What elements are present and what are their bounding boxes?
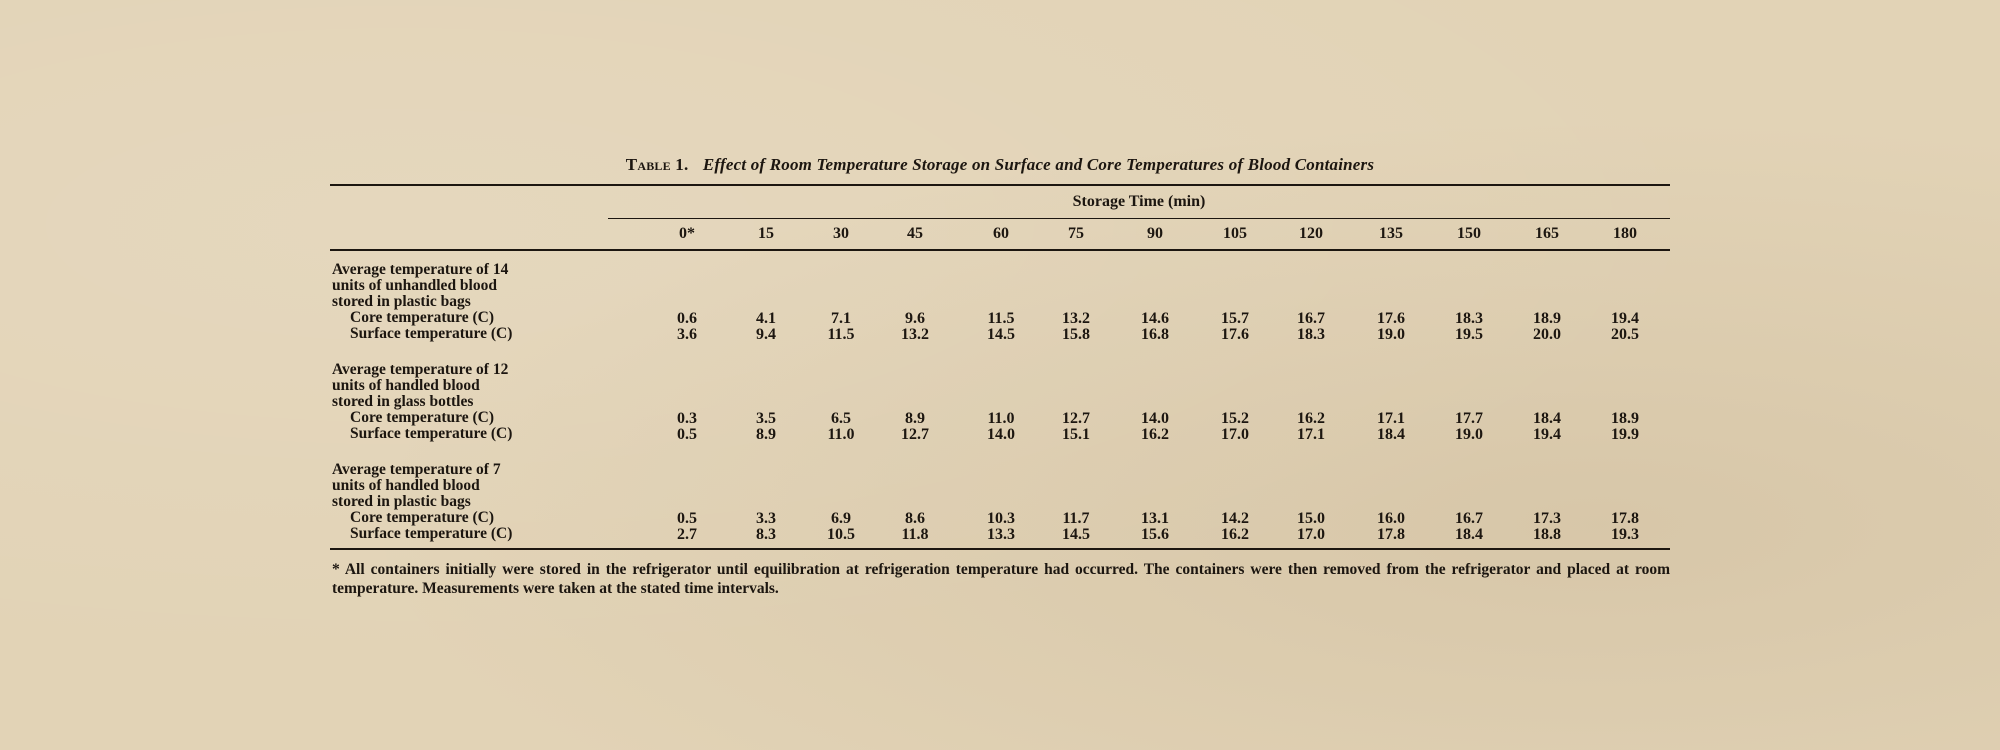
group-heading-line: stored in plastic bags [332, 293, 471, 310]
table-cell: 17.1 [1377, 410, 1405, 427]
table-cell: 0.6 [677, 310, 697, 327]
table-cell: 20.5 [1611, 326, 1639, 343]
spanner-rule [608, 218, 1670, 219]
table-cell: 14.5 [1062, 526, 1090, 543]
table-cell: 14.5 [987, 326, 1015, 343]
table-cell: 3.6 [677, 326, 697, 343]
table-cell: 16.0 [1377, 510, 1405, 527]
table-cell: 19.9 [1611, 426, 1639, 443]
table-cell: 8.9 [756, 426, 776, 443]
column-header: 105 [1223, 225, 1247, 242]
table-cell: 18.4 [1377, 426, 1405, 443]
table-cell: 13.2 [901, 326, 929, 343]
group-heading-line: units of handled blood [332, 377, 480, 394]
table-cell: 0.5 [677, 426, 697, 443]
table-cell: 12.7 [901, 426, 929, 443]
table-cell: 9.4 [756, 326, 776, 343]
table-cell: 19.0 [1455, 426, 1483, 443]
column-header: 150 [1457, 225, 1481, 242]
table-cell: 11.5 [827, 326, 855, 343]
table-cell: 18.9 [1533, 310, 1561, 327]
table-cell: 18.4 [1455, 526, 1483, 543]
table-cell: 6.9 [831, 510, 851, 527]
table-cell: 11.8 [901, 526, 929, 543]
table-cell: 16.2 [1141, 426, 1169, 443]
column-header: 15 [758, 225, 774, 242]
column-header: 0* [679, 225, 695, 242]
table-cell: 0.5 [677, 510, 697, 527]
group-heading [332, 362, 602, 410]
group-heading-line: stored in plastic bags [332, 493, 471, 510]
table-cell: 11.0 [987, 410, 1015, 427]
table-cell: 18.8 [1533, 526, 1561, 543]
table-title: Effect of Room Temperature Storage on Surface and Core Temperatures of Blood Containers [702, 155, 1375, 174]
table-cell: 12.7 [1062, 410, 1090, 427]
table-cell: 19.5 [1455, 326, 1483, 343]
table-cell: 8.9 [905, 410, 925, 427]
table-cell: 3.3 [756, 510, 776, 527]
table-row [0, 310, 2000, 327]
table-cell: 16.7 [1297, 310, 1325, 327]
column-header: 90 [1147, 225, 1163, 242]
group-heading-line: units of handled blood [332, 477, 480, 494]
group-heading-line: Average temperature of 7 [332, 461, 501, 478]
table-cell: 17.6 [1221, 326, 1249, 343]
table-cell: 7.1 [831, 310, 851, 327]
table-cell: 16.8 [1141, 326, 1169, 343]
column-header: 30 [833, 225, 849, 242]
column-spanner-heading: Storage Time (min) [1072, 193, 1206, 210]
row-label: Core temperature (C) [350, 409, 495, 426]
table-label: Table 1. [625, 155, 689, 174]
header-rule [330, 249, 1670, 251]
group-heading-line: stored in glass bottles [332, 393, 474, 410]
table-cell: 11.0 [827, 426, 855, 443]
table-cell: 15.7 [1221, 310, 1249, 327]
column-header: 180 [1613, 225, 1637, 242]
group-heading [332, 262, 602, 310]
group-heading-line: units of unhandled blood [332, 277, 497, 294]
top-rule [330, 184, 1670, 186]
table-cell: 13.2 [1062, 310, 1090, 327]
table-caption [0, 155, 2000, 175]
table-cell: 20.0 [1533, 326, 1561, 343]
table-cell: 15.2 [1221, 410, 1249, 427]
row-label: Surface temperature (C) [350, 525, 513, 542]
table-cell: 15.1 [1062, 426, 1090, 443]
column-header: 45 [907, 225, 923, 242]
row-label: Surface temperature (C) [350, 325, 513, 342]
table-cell: 10.3 [987, 510, 1015, 527]
table-cell: 14.0 [1141, 410, 1169, 427]
table-cell: 16.2 [1297, 410, 1325, 427]
table-cell: 17.7 [1455, 410, 1483, 427]
row-label: Core temperature (C) [350, 509, 495, 526]
table-cell: 0.3 [677, 410, 697, 427]
table-cell: 2.7 [677, 526, 697, 543]
table-cell: 15.6 [1141, 526, 1169, 543]
column-header: 120 [1299, 225, 1323, 242]
table-cell: 8.3 [756, 526, 776, 543]
table-cell: 9.6 [905, 310, 925, 327]
table-cell: 13.3 [987, 526, 1015, 543]
table-cell: 18.9 [1611, 410, 1639, 427]
table-cell: 16.2 [1221, 526, 1249, 543]
column-header: 75 [1068, 225, 1084, 242]
row-label: Surface temperature (C) [350, 425, 513, 442]
table-row [0, 526, 2000, 543]
table-cell: 17.8 [1377, 526, 1405, 543]
table-cell: 11.5 [987, 310, 1015, 327]
table-cell: 17.0 [1297, 526, 1325, 543]
table-cell: 19.4 [1611, 310, 1639, 327]
table-cell: 10.5 [827, 526, 855, 543]
table-cell: 17.3 [1533, 510, 1561, 527]
table-cell: 3.5 [756, 410, 776, 427]
column-header: 135 [1379, 225, 1403, 242]
table-cell: 19.4 [1533, 426, 1561, 443]
table-cell: 17.0 [1221, 426, 1249, 443]
table-row [0, 426, 2000, 443]
table-footnote: * All containers initially were stored in the refrigerator until equilibration at refrigeration temperature had occurred. The containers were then removed from the refrigerator and placed at room temperature. Measurements were taken at the stated time intervals. [332, 561, 1670, 597]
table-row [0, 326, 2000, 343]
row-label: Core temperature (C) [350, 309, 495, 326]
table-cell: 13.1 [1141, 510, 1169, 527]
table-cell: 14.0 [987, 426, 1015, 443]
table-cell: 16.7 [1455, 510, 1483, 527]
table-cell: 17.6 [1377, 310, 1405, 327]
table-cell: 18.4 [1533, 410, 1561, 427]
group-heading [332, 462, 602, 510]
table-cell: 4.1 [756, 310, 776, 327]
column-headers [0, 225, 2000, 247]
table-cell: 14.2 [1221, 510, 1249, 527]
column-header: 165 [1535, 225, 1559, 242]
bottom-rule [330, 548, 1670, 550]
table-cell: 18.3 [1297, 326, 1325, 343]
table-cell: 15.0 [1297, 510, 1325, 527]
table-cell: 19.0 [1377, 326, 1405, 343]
table-row [0, 410, 2000, 427]
table-cell: 6.5 [831, 410, 851, 427]
table-cell: 19.3 [1611, 526, 1639, 543]
table-cell: 14.6 [1141, 310, 1169, 327]
table-cell: 17.8 [1611, 510, 1639, 527]
table-cell: 18.3 [1455, 310, 1483, 327]
table-cell: 11.7 [1062, 510, 1090, 527]
column-header: 60 [993, 225, 1009, 242]
table-cell: 17.1 [1297, 426, 1325, 443]
group-heading-line: Average temperature of 14 [332, 261, 509, 278]
group-heading-line: Average temperature of 12 [332, 361, 509, 378]
table-cell: 8.6 [905, 510, 925, 527]
table-row [0, 510, 2000, 527]
table-cell: 15.8 [1062, 326, 1090, 343]
